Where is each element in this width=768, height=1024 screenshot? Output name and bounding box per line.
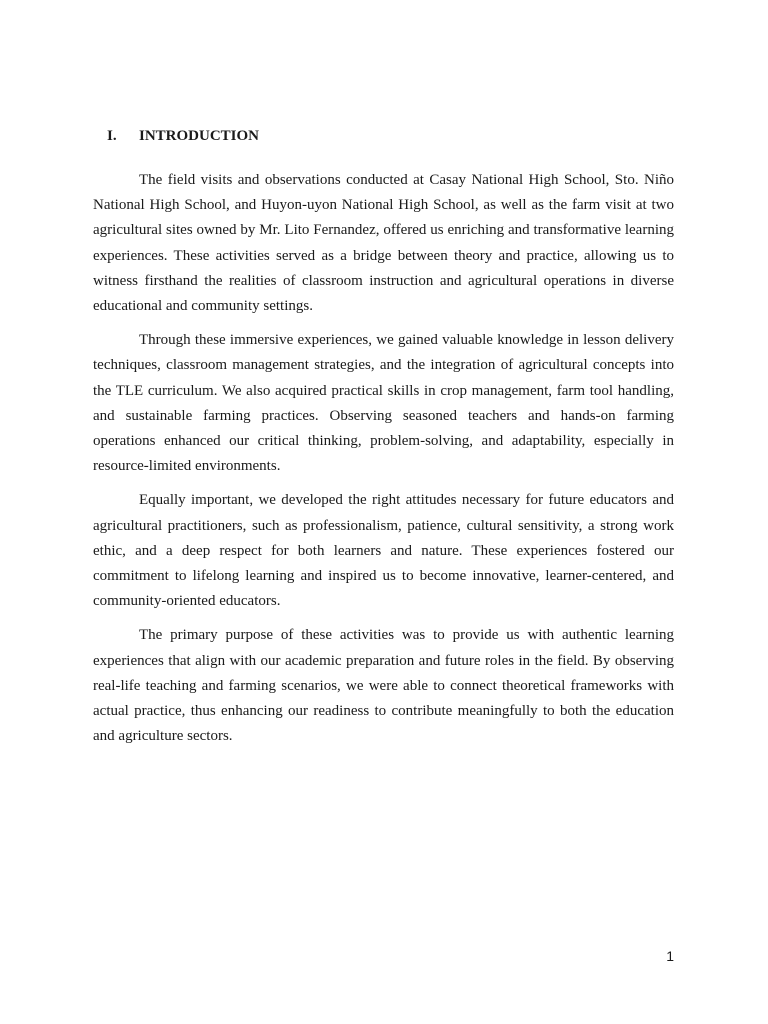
section-heading	[107, 127, 259, 145]
page-number: 1	[666, 948, 674, 964]
section-number: I.	[107, 128, 117, 144]
paragraph-2: Through these immersive experiences, we gained valuable knowledge in lesson delivery techniques, classroom management strategies, and the integration of agricultural concepts into the TLE curriculum. We also acquired practical skills in crop management, farm tool handling, and sustainable farming practices. Observing seasoned teachers and hands-on farming operations enhanced our critical thinking, problem-solving, and adaptability, especially in resource-limited environments.	[93, 332, 674, 475]
paragraph-3: Equally important, we developed the right attitudes necessary for future educators and agricultural practitioners, such as professionalism, patience, cultural sensitivity, a strong work ethic, and a deep respect for both learners and nature. These experiences fostered our commitment to lifelong learning and inspired us to become innovative, learner-centered, and community-oriented educators.	[93, 492, 674, 610]
paragraph-1: The field visits and observations conducted at Casay National High School, Sto. Niño National High School, and Huyon-uyon National High School, as well as the farm visit at two agricultural sites owned by Mr. Lito Fernandez, offered us enriching and transformative learning experiences. These activities served as a bridge between theory and practice, allowing us to witness firsthand the realities of classroom instruction and agricultural operations in diverse educational and community settings.	[93, 172, 674, 315]
paragraph-4: The primary purpose of these activities was to provide us with authentic learning experiences that align with our academic preparation and future roles in the field. By observing real-life teaching and farming scenarios, we were able to connect theoretical frameworks with actual practice, thus enhancing our readiness to contribute meaningfully to both the education and agriculture sectors.	[93, 627, 674, 745]
section-title: INTRODUCTION	[139, 128, 260, 144]
body-text	[93, 168, 674, 758]
